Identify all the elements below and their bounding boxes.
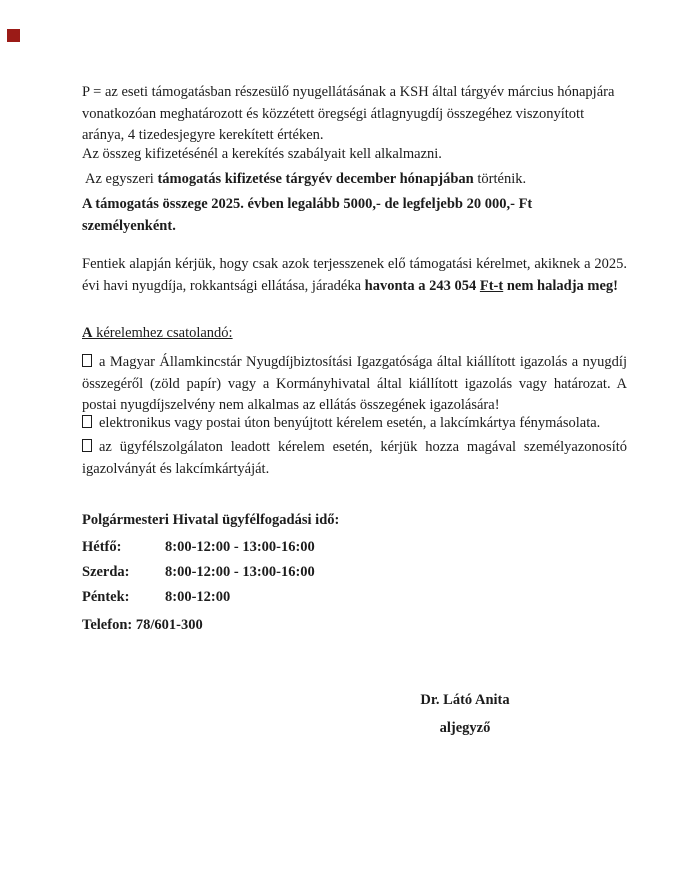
paragraph-text: P = az eseti támogatásban részesülő nyugellátásának a KSH által tárgyév március hónapjára vonatkozóan meghatározott és közzétett öregségi átlagnyugdíj összegéhez viszonyított aránya, 4 tizedesjegyre kerekített értéken.: [82, 84, 615, 143]
signature-name-text: Dr. Látó Anita: [420, 692, 510, 708]
heading-bold-letter: A: [82, 325, 93, 341]
day-label: Szerda:: [82, 564, 130, 580]
list-item-text: elektronikus vagy postai úton benyújtott kérelem esetén, a lakcímkártya fénymásolata.: [99, 415, 601, 431]
attachment-list-item: [82, 413, 627, 435]
paragraph-payment-month: [82, 169, 630, 191]
signature-name: [350, 692, 580, 709]
attachment-list-item: [82, 437, 627, 480]
signature-title-text: aljegyző: [439, 720, 491, 736]
office-hours-row: [82, 537, 627, 559]
signature-title: [350, 720, 580, 737]
attachment-list-item: [82, 352, 627, 417]
checkbox-bullet-icon: [82, 354, 92, 367]
phone-text: Telefon: 78/601-300: [82, 617, 203, 633]
bold-text: nem haladja meg!: [503, 277, 619, 294]
checkbox-bullet-icon: [82, 439, 92, 452]
list-item-text: az ügyfélszolgálaton leadott kérelem esetén, kérjük hozza magával személyazonosító igazolványát és lakcímkártyáját.: [82, 439, 627, 477]
red-square-marker: [7, 29, 20, 42]
office-hours-row: [82, 587, 627, 609]
paragraph-text: Az egyszeri: [85, 171, 158, 187]
heading-text: kérelemhez csatolandó:: [92, 325, 233, 341]
day-label: Hétfő:: [82, 539, 122, 555]
phone-line: [82, 615, 627, 637]
paragraph-p-definition: [82, 82, 627, 147]
bold-text: támogatás kifizetése tárgyév december hónapjában: [157, 171, 474, 187]
time-value: 8:00-12:00 - 13:00-16:00: [165, 539, 315, 555]
day-label: Péntek:: [82, 589, 130, 605]
checkbox-bullet-icon: [82, 415, 92, 428]
paragraph-text: Az összeg kifizetésénél a kerekítés szabályait kell alkalmazni.: [82, 146, 442, 162]
paragraph-text: történik.: [473, 171, 527, 187]
time-value: 8:00-12:00 - 13:00-16:00: [165, 564, 315, 580]
paragraph-support-amount: [82, 194, 627, 237]
attachments-heading: [82, 323, 627, 345]
bold-text: A támogatás összege 2025. évben legalább 5000,- de legfeljebb 20 000,- Ft személyenként.: [82, 196, 533, 234]
time-value: 8:00-12:00: [165, 589, 231, 605]
bold-text: havonta a 243 054: [364, 277, 480, 294]
bold-underlined-text: Ft-t: [479, 277, 504, 294]
paragraph-text: Fentiek alapján kérjük, hogy csak azok terjesszenek elő támogatási kérelmet, akiknek a 2025. évi havi nyugdíja, rokkantsági ellátása, járadéka: [82, 256, 627, 294]
list-item-text: a Magyar Államkincstár Nyugdíjbiztosítási Igazgatósága által kiállított igazolás a nyugdíj összegéről (zöld papír) vagy a Kormányhivatal által kiállított igazolás vagy határozat. A postai nyugdíjszelvény nem alkalmas az ellátás összegének igazolására!: [82, 354, 627, 413]
paragraph-eligibility-limit: [82, 254, 627, 297]
office-hours-row: [82, 562, 627, 584]
office-hours-heading: [82, 510, 627, 532]
heading-text: Polgármesteri Hivatal ügyfélfogadási idő:: [82, 512, 340, 528]
paragraph-rounding-rule: [82, 144, 627, 166]
